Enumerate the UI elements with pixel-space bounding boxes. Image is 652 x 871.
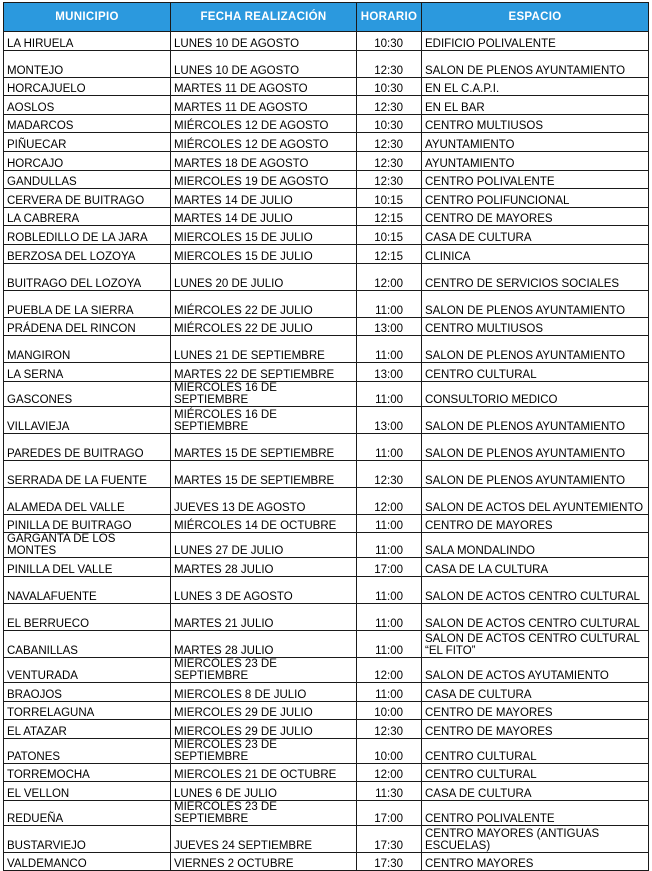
cell-horario: 12:30: [357, 50, 422, 77]
table-row: [4, 50, 649, 77]
cell-espacio: CASA DE CULTURA: [422, 226, 649, 245]
table-row: [4, 630, 649, 657]
cell-horario: 10:00: [357, 738, 422, 763]
schedule-table: [3, 2, 649, 871]
cell-espacio: SALA MONDALINDO: [422, 533, 649, 558]
cell-municipio: SERRADA DE LA FUENTE: [4, 460, 171, 487]
cell-espacio: SALON DE ACTOS CENTRO CULTURAL: [422, 576, 649, 603]
cell-espacio: CASA DE CULTURA: [422, 782, 649, 801]
cell-espacio: CENTRO MAYORES (ANTIGUAS ESCUELAS): [422, 825, 649, 852]
cell-fecha: MARTES 28 JULIO: [171, 558, 357, 577]
table-row: [4, 603, 649, 630]
table-row: [4, 558, 649, 577]
cell-municipio: GASCONES: [4, 381, 171, 406]
cell-espacio: CENTRO POLIFUNCIONAL: [422, 189, 649, 208]
cell-espacio: CLINICA: [422, 244, 649, 263]
cell-horario: 12:00: [357, 487, 422, 514]
cell-espacio: EN EL C.A.P.I.: [422, 77, 649, 96]
cell-espacio: EN EL BAR: [422, 96, 649, 115]
cell-espacio: CENTRO MAYORES: [422, 852, 649, 871]
cell-municipio: HORCAJUELO: [4, 77, 171, 96]
cell-municipio: EL BERRUECO: [4, 603, 171, 630]
table-row: [4, 317, 649, 336]
table-row: [4, 32, 649, 51]
cell-horario: 11:00: [357, 682, 422, 701]
cell-espacio: CENTRO CULTURAL: [422, 363, 649, 382]
cell-espacio: CENTRO DE MAYORES: [422, 720, 649, 739]
cell-municipio: PAREDES DE BUITRAGO: [4, 433, 171, 460]
cell-fecha: MIÉRCOLES 12 DE AGOSTO: [171, 133, 357, 152]
cell-municipio: BERZOSA DEL LOZOYA: [4, 244, 171, 263]
cell-horario: 11:00: [357, 533, 422, 558]
cell-municipio: LA SERNA: [4, 363, 171, 382]
cell-fecha: MIÉRCOLES 12 DE AGOSTO: [171, 114, 357, 133]
cell-espacio: SALON DE ACTOS CENTRO CULTURAL “EL FITO”: [422, 630, 649, 657]
cell-municipio: PRÁDENA DEL RINCON: [4, 317, 171, 336]
cell-espacio: CENTRO MULTIUSOS: [422, 317, 649, 336]
cell-horario: 12:30: [357, 460, 422, 487]
cell-horario: 10:00: [357, 701, 422, 720]
cell-municipio: LA CABRERA: [4, 207, 171, 226]
cell-fecha: LUNES 20 DE JULIO: [171, 263, 357, 290]
cell-fecha: MIERCOLES 23 DE SEPTIEMBRE: [171, 738, 357, 763]
cell-espacio: CENTRO CULTURAL: [422, 763, 649, 782]
cell-fecha: MIÉRCOLES 22 DE JULIO: [171, 290, 357, 317]
cell-municipio: BUITRAGO DEL LOZOYA: [4, 263, 171, 290]
cell-fecha: MARTES 11 DE AGOSTO: [171, 96, 357, 115]
cell-espacio: SALON DE PLENOS AYUNTAMIENTO: [422, 406, 649, 433]
cell-fecha: MIERCOLES 19 DE AGOSTO: [171, 170, 357, 189]
cell-espacio: CENTRO MULTIUSOS: [422, 114, 649, 133]
cell-municipio: CABANILLAS: [4, 630, 171, 657]
table-row: [4, 433, 649, 460]
cell-fecha: LUNES 3 DE AGOSTO: [171, 576, 357, 603]
cell-horario: 17:30: [357, 852, 422, 871]
cell-municipio: AOSLOS: [4, 96, 171, 115]
table-row: [4, 576, 649, 603]
cell-espacio: EDIFICIO POLIVALENTE: [422, 32, 649, 51]
table-header: [4, 3, 649, 32]
cell-fecha: MIÉRCOLES 16 DE SEPTIEMBRE: [171, 406, 357, 433]
cell-espacio: SALON DE PLENOS AYUNTAMIENTO: [422, 336, 649, 363]
cell-espacio: SALON DE PLENOS AYUNTAMIENTO: [422, 460, 649, 487]
cell-fecha: MARTES 15 DE SEPTIEMBRE: [171, 433, 357, 460]
cell-horario: 11:00: [357, 630, 422, 657]
cell-espacio: CENTRO DE MAYORES: [422, 207, 649, 226]
cell-fecha: MIERCOLES 23 DE SEPTIEMBRE: [171, 800, 357, 825]
cell-fecha: MIERCOLES 15 DE JULIO: [171, 244, 357, 263]
cell-fecha: MIÉRCOLES 14 DE OCTUBRE: [171, 514, 357, 533]
table-row: [4, 170, 649, 189]
cell-fecha: VIERNES 2 OCTUBRE: [171, 852, 357, 871]
header-horario: HORARIO: [357, 3, 422, 32]
cell-espacio: CENTRO DE SERVICIOS SOCIALES: [422, 263, 649, 290]
cell-fecha: MIÉRCOLES 22 DE JULIO: [171, 317, 357, 336]
cell-espacio: SALON DE PLENOS AYUNTAMIENTO: [422, 290, 649, 317]
cell-horario: 11:30: [357, 782, 422, 801]
cell-horario: 12:00: [357, 263, 422, 290]
cell-fecha: LUNES 10 DE AGOSTO: [171, 32, 357, 51]
cell-fecha: MARTES 15 DE SEPTIEMBRE: [171, 460, 357, 487]
table-row: [4, 363, 649, 382]
table-body: [4, 32, 649, 871]
cell-horario: 10:15: [357, 226, 422, 245]
cell-horario: 12:30: [357, 170, 422, 189]
cell-horario: 12:30: [357, 96, 422, 115]
table-row: [4, 133, 649, 152]
header-row: [4, 3, 649, 32]
cell-municipio: BUSTARVIEJO: [4, 825, 171, 852]
cell-municipio: VILLAVIEJA: [4, 406, 171, 433]
cell-fecha: JUEVES 24 SEPTIEMBRE: [171, 825, 357, 852]
table-row: [4, 682, 649, 701]
table-row: [4, 657, 649, 682]
cell-fecha: MIERCOLES 21 DE OCTUBRE: [171, 763, 357, 782]
cell-horario: 12:30: [357, 720, 422, 739]
cell-municipio: PINILLA DE BUITRAGO: [4, 514, 171, 533]
table-row: [4, 720, 649, 739]
cell-fecha: MARTES 11 DE AGOSTO: [171, 77, 357, 96]
table-row: [4, 226, 649, 245]
cell-municipio: MADARCOS: [4, 114, 171, 133]
cell-espacio: CENTRO DE MAYORES: [422, 701, 649, 720]
cell-espacio: SALON DE ACTOS DEL AYUNTEMIENTO: [422, 487, 649, 514]
table-row: [4, 263, 649, 290]
cell-municipio: VENTURADA: [4, 657, 171, 682]
cell-municipio: PATONES: [4, 738, 171, 763]
cell-horario: 12:15: [357, 244, 422, 263]
cell-municipio: HORCAJO: [4, 151, 171, 170]
cell-espacio: SALON DE PLENOS AYUNTAMIENTO: [422, 433, 649, 460]
cell-horario: 11:00: [357, 290, 422, 317]
cell-fecha: MIÉRCOLES 16 DE SEPTIEMBRE: [171, 381, 357, 406]
cell-fecha: MARTES 22 DE SEPTIEMBRE: [171, 363, 357, 382]
cell-fecha: MIERCOLES 29 DE JULIO: [171, 720, 357, 739]
cell-municipio: PIÑUECAR: [4, 133, 171, 152]
cell-horario: 12:30: [357, 133, 422, 152]
table-row: [4, 460, 649, 487]
cell-espacio: AYUNTAMIENTO: [422, 133, 649, 152]
cell-fecha: LUNES 6 DE JULIO: [171, 782, 357, 801]
cell-espacio: AYUNTAMIENTO: [422, 151, 649, 170]
cell-espacio: SALON DE PLENOS AYUNTAMIENTO: [422, 50, 649, 77]
cell-fecha: MIERCOLES 15 DE JULIO: [171, 226, 357, 245]
header-fecha: FECHA REALIZACIÓN: [171, 3, 357, 32]
table-row: [4, 852, 649, 871]
cell-municipio: GANDULLAS: [4, 170, 171, 189]
cell-fecha: LUNES 10 DE AGOSTO: [171, 50, 357, 77]
table-row: [4, 782, 649, 801]
cell-fecha: MARTES 14 DE JULIO: [171, 189, 357, 208]
cell-horario: 10:30: [357, 32, 422, 51]
table-row: [4, 738, 649, 763]
cell-horario: 17:00: [357, 800, 422, 825]
cell-horario: 11:00: [357, 603, 422, 630]
cell-horario: 13:00: [357, 363, 422, 382]
cell-espacio: SALON DE ACTOS CENTRO CULTURAL: [422, 603, 649, 630]
table-row: [4, 701, 649, 720]
cell-municipio: TORRELAGUNA: [4, 701, 171, 720]
cell-municipio: LA HIRUELA: [4, 32, 171, 51]
cell-horario: 12:00: [357, 657, 422, 682]
cell-horario: 10:15: [357, 189, 422, 208]
cell-municipio: EL ATAZAR: [4, 720, 171, 739]
table-row: [4, 800, 649, 825]
cell-horario: 11:00: [357, 576, 422, 603]
cell-fecha: LUNES 27 DE JULIO: [171, 533, 357, 558]
table-row: [4, 96, 649, 115]
cell-horario: 13:00: [357, 406, 422, 433]
table-row: [4, 533, 649, 558]
cell-fecha: MARTES 21 JULIO: [171, 603, 357, 630]
table-row: [4, 244, 649, 263]
cell-municipio: ROBLEDILLO DE LA JARA: [4, 226, 171, 245]
cell-fecha: LUNES 21 DE SEPTIEMBRE: [171, 336, 357, 363]
cell-horario: 12:00: [357, 763, 422, 782]
table-row: [4, 290, 649, 317]
cell-fecha: MIERCOLES 8 DE JULIO: [171, 682, 357, 701]
cell-municipio: PUEBLA DE LA SIERRA: [4, 290, 171, 317]
cell-fecha: MARTES 14 DE JULIO: [171, 207, 357, 226]
cell-municipio: TORREMOCHA: [4, 763, 171, 782]
cell-municipio: REDUEÑA: [4, 800, 171, 825]
table-row: [4, 207, 649, 226]
table-row: [4, 114, 649, 133]
table-row: [4, 77, 649, 96]
header-municipio: MUNICIPIO: [4, 3, 171, 32]
cell-horario: 17:30: [357, 825, 422, 852]
table-row: [4, 406, 649, 433]
cell-municipio: BRAOJOS: [4, 682, 171, 701]
table-row: [4, 514, 649, 533]
cell-fecha: MARTES 18 DE AGOSTO: [171, 151, 357, 170]
cell-espacio: CENTRO CULTURAL: [422, 738, 649, 763]
cell-fecha: JUEVES 13 DE AGOSTO: [171, 487, 357, 514]
cell-espacio: SALON DE ACTOS AYUTAMIENTO: [422, 657, 649, 682]
cell-espacio: CONSULTORIO MEDICO: [422, 381, 649, 406]
table-row: [4, 151, 649, 170]
cell-municipio: CERVERA DE BUITRAGO: [4, 189, 171, 208]
cell-fecha: MARTES 28 JULIO: [171, 630, 357, 657]
cell-horario: 12:30: [357, 151, 422, 170]
table-row: [4, 763, 649, 782]
cell-horario: 10:30: [357, 77, 422, 96]
cell-municipio: NAVALAFUENTE: [4, 576, 171, 603]
cell-horario: 11:00: [357, 381, 422, 406]
table-row: [4, 336, 649, 363]
cell-espacio: CENTRO POLIVALENTE: [422, 800, 649, 825]
table-row: [4, 487, 649, 514]
cell-municipio: PINILLA DEL VALLE: [4, 558, 171, 577]
cell-horario: 11:00: [357, 336, 422, 363]
cell-municipio: GARGANTA DE LOS MONTES: [4, 533, 171, 558]
cell-municipio: EL VELLON: [4, 782, 171, 801]
cell-horario: 11:00: [357, 433, 422, 460]
cell-municipio: MONTEJO: [4, 50, 171, 77]
cell-horario: 13:00: [357, 317, 422, 336]
cell-espacio: CASA DE CULTURA: [422, 682, 649, 701]
cell-municipio: VALDEMANCO: [4, 852, 171, 871]
cell-horario: 17:00: [357, 558, 422, 577]
table-row: [4, 189, 649, 208]
cell-horario: 12:15: [357, 207, 422, 226]
cell-municipio: ALAMEDA DEL VALLE: [4, 487, 171, 514]
header-espacio: ESPACIO: [422, 3, 649, 32]
cell-horario: 10:30: [357, 114, 422, 133]
cell-fecha: MIERCOLES 29 DE JULIO: [171, 701, 357, 720]
cell-municipio: MANGIRON: [4, 336, 171, 363]
cell-espacio: CASA DE LA CULTURA: [422, 558, 649, 577]
cell-espacio: CENTRO DE MAYORES: [422, 514, 649, 533]
cell-espacio: CENTRO POLIVALENTE: [422, 170, 649, 189]
table-row: [4, 381, 649, 406]
cell-fecha: MIERCOLES 23 DE SEPTIEMBRE: [171, 657, 357, 682]
cell-horario: 11:00: [357, 514, 422, 533]
